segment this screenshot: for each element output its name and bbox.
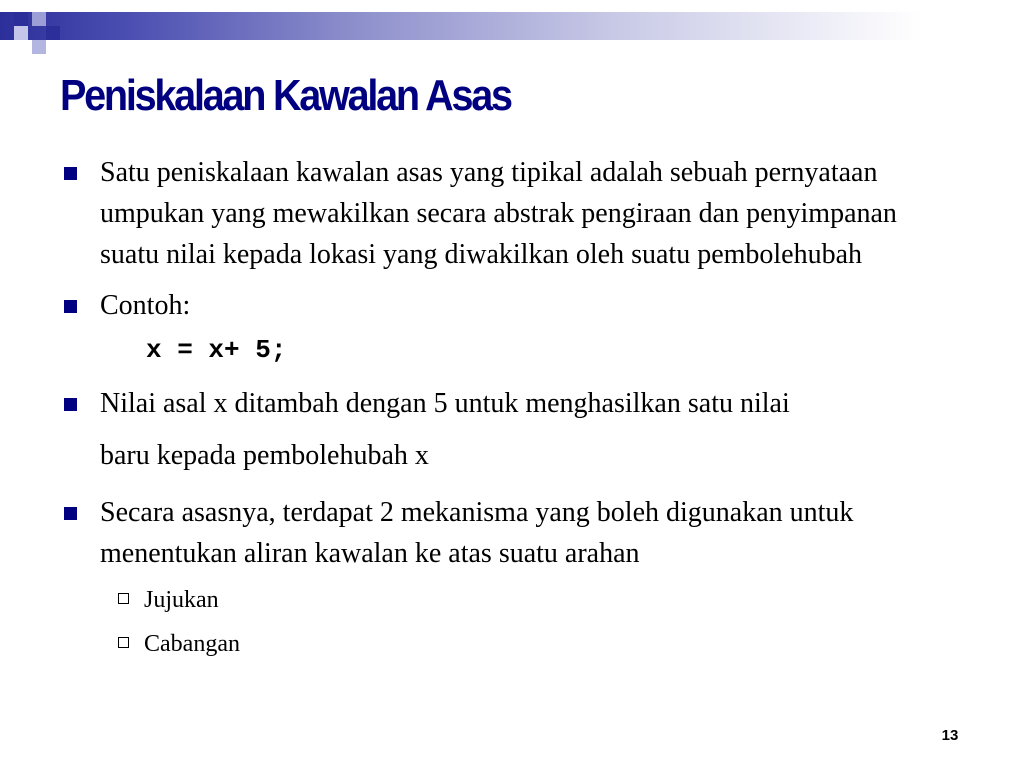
- hollow-square-bullet-icon: [118, 593, 129, 604]
- sub-bullet-item: [62, 578, 962, 622]
- decor-square: [14, 12, 28, 26]
- bullet-text: Satu peniskalaan kawalan asas yang tipikal adalah sebuah pernyataan umpukan yang mewakilkan secara abstrak pengiraan dan penyimpanan suatu nilai kepada lokasi yang diwakilkan oleh suatu pembolehubah: [100, 157, 897, 270]
- bullet-text-continuation: baru kepada pembolehubah x: [100, 440, 429, 471]
- sub-bullet-text: Cabangan: [144, 631, 240, 657]
- bullet-text: Nilai asal x ditambah dengan 5 untuk menghasilkan satu nilai: [100, 388, 790, 419]
- square-bullet-icon: [64, 167, 77, 180]
- bullet-item: [62, 285, 962, 326]
- header-band: [0, 12, 1024, 40]
- decor-square: [46, 26, 60, 40]
- bullet-text: Contoh:: [100, 290, 191, 321]
- page-number: 13: [941, 727, 959, 744]
- bullet-item: [62, 492, 962, 574]
- bullet-text: Secara asasnya, terdapat 2 mekanisma yang boleh digunakan untuk menentukan aliran kawalan ke atas suatu arahan: [100, 497, 854, 569]
- decor-square: [32, 40, 46, 54]
- bullet-item: [62, 152, 962, 275]
- decor-square: [32, 12, 46, 26]
- square-bullet-icon: [64, 300, 77, 313]
- code-example: x = x+ 5;: [146, 335, 287, 365]
- sub-bullet-text: Jujukan: [144, 587, 219, 613]
- slide-body: [62, 152, 962, 666]
- square-bullet-icon: [64, 398, 77, 411]
- bullet-item: [62, 378, 962, 482]
- square-bullet-icon: [64, 507, 77, 520]
- decor-square: [14, 26, 28, 40]
- sub-bullet-item: [62, 622, 962, 666]
- slide-title: Peniskalaan Kawalan Asas: [60, 71, 511, 120]
- hollow-square-bullet-icon: [118, 637, 129, 648]
